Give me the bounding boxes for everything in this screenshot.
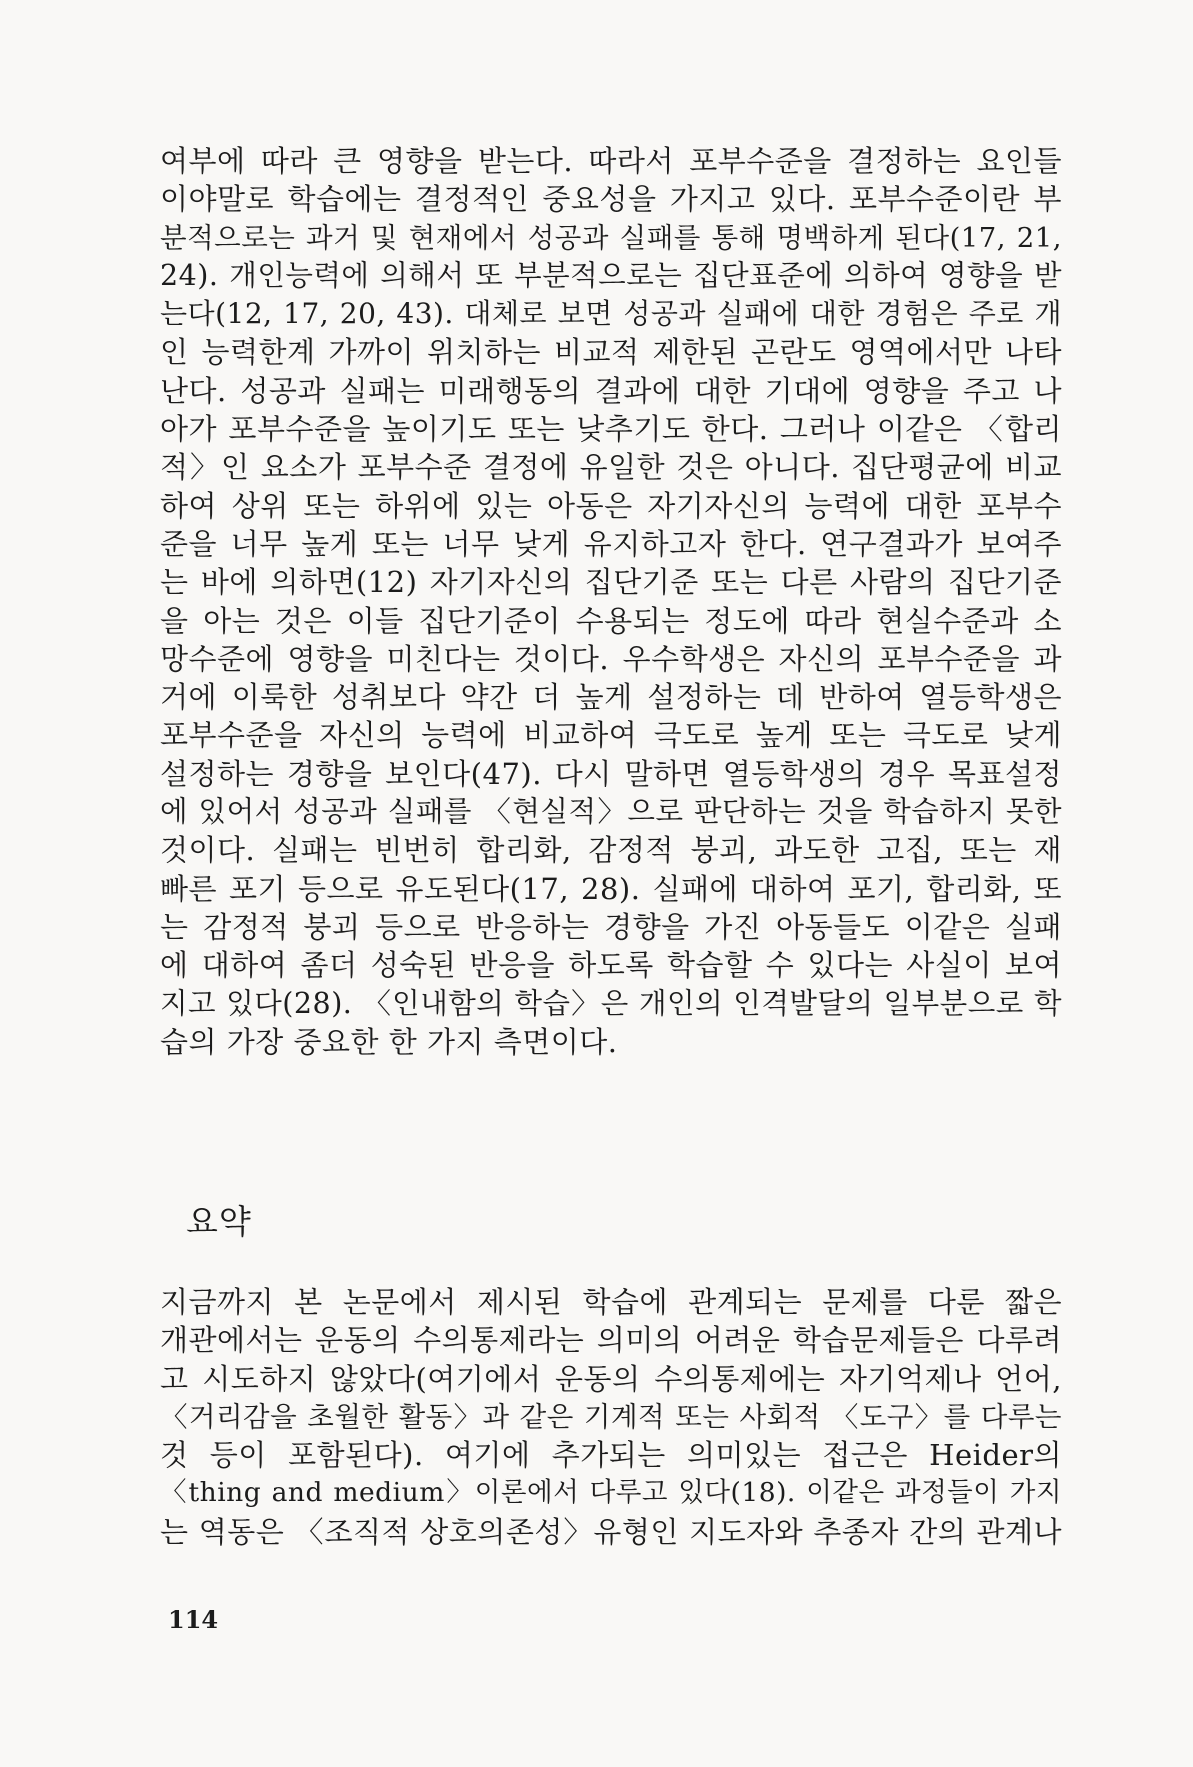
- section-heading: 요약: [186, 1202, 252, 1241]
- text-line: 설정하는 경향을 보인다(47). 다시 말하면 열등학생의 경우 목표설정: [160, 756, 1062, 791]
- text-line: 이야말로 학습에는 결정적인 중요성을 가지고 있다. 포부수준이란 부: [160, 182, 1062, 217]
- text-line: 거에 이룩한 성취보다 약간 더 높게 설정하는 데 반하여 열등학생은: [160, 680, 1062, 715]
- text-line: 망수준에 영향을 미친다는 것이다. 우수학생은 자신의 포부수준을 과: [160, 641, 1062, 676]
- text-line: 것이다. 실패는 빈번히 합리화, 감정적 붕괴, 과도한 고집, 또는 재: [160, 833, 1062, 868]
- text-line: 24). 개인능력에 의해서 또 부분적으로는 집단표준에 의하여 영향을 받: [160, 258, 1062, 292]
- text-line: 는 감정적 붕괴 등으로 반응하는 경향을 가진 아동들도 이같은 실패: [160, 909, 1062, 944]
- text-line: 하여 상위 또는 하위에 있는 아동은 자기자신의 능력에 대한 포부수: [160, 488, 1062, 523]
- summary-paragraph: [160, 1283, 1062, 1551]
- text-line: 아가 포부수준을 높이기도 또는 낮추기도 한다. 그러나 이같은 〈합리: [160, 412, 1062, 447]
- text-line: 지고 있다(28). 〈인내함의 학습〉은 개인의 인격발달의 일부분으로 학: [160, 986, 1062, 1020]
- text-line: 고 시도하지 않았다(여기에서 운동의 수의통제에는 자기억제나 언어,: [160, 1361, 1062, 1396]
- text-line: 에 대하여 좀더 성숙된 반응을 하도록 학습할 수 있다는 사실이 보여: [160, 948, 1062, 983]
- text-line: 빠른 포기 등으로 유도된다(17, 28). 실패에 대하여 포기, 합리화, 또: [160, 871, 1062, 906]
- text-line: 적〉인 요소가 포부수준 결정에 유일한 것은 아니다. 집단평균에 비교: [160, 450, 1062, 485]
- text-line: 습의 가장 중요한 한 가지 측면이다.: [160, 1024, 618, 1059]
- text-line: 지금까지 본 논문에서 제시된 학습에 관계되는 문제를 다룬 짧은: [160, 1285, 1062, 1319]
- text-line: 것 등이 포함된다). 여기에 추가되는 의미있는 접근은 Heider의: [160, 1438, 1062, 1473]
- text-line: 여부에 따라 큰 영향을 받는다. 따라서 포부수준을 결정하는 요인들: [160, 144, 1062, 178]
- text-line: 〈거리감을 초월한 활동〉과 같은 기계적 또는 사회적 〈도구〉를 다루는: [160, 1400, 1062, 1433]
- main-paragraph: [160, 142, 1062, 1061]
- text-line: 분적으로는 과거 및 현재에서 성공과 실패를 통해 명백하게 된다(17, 21,: [160, 221, 1062, 254]
- text-line: 준을 너무 높게 또는 너무 낮게 유지하고자 한다. 연구결과가 보여주: [160, 526, 1062, 561]
- page-number: 114: [168, 1605, 219, 1634]
- text-line: 개관에서는 운동의 수의통제라는 의미의 어려운 학습문제들은 다루려: [160, 1323, 1062, 1358]
- text-line: 을 아는 것은 이들 집단기준이 수용되는 정도에 따라 현실수준과 소: [160, 603, 1062, 638]
- text-line: 〈thing and medium〉이론에서 다루고 있다(18). 이같은 과정들이 가지: [160, 1477, 1062, 1509]
- text-line: 는 바에 의하면(12) 자기자신의 집단기준 또는 다른 사람의 집단기준: [160, 565, 1062, 600]
- text-line: 난다. 성공과 실패는 미래행동의 결과에 대한 기대에 영향을 주고 나: [160, 373, 1062, 408]
- text-line: 는다(12, 17, 20, 43). 대체로 보면 성공과 실패에 대한 경험은 주로 개: [160, 297, 1062, 331]
- text-line: 포부수준을 자신의 능력에 비교하여 극도로 높게 또는 극도로 낮게: [160, 718, 1062, 753]
- text-line: 인 능력한계 가까이 위치하는 비교적 제한된 곤란도 영역에서만 나타: [160, 335, 1062, 370]
- text-line: 에 있어서 성공과 실패를 〈현실적〉으로 판단하는 것을 학습하지 못한: [160, 795, 1062, 829]
- text-line: 는 역동은 〈조직적 상호의존성〉유형인 지도자와 추종자 간의 관계나: [160, 1514, 1062, 1549]
